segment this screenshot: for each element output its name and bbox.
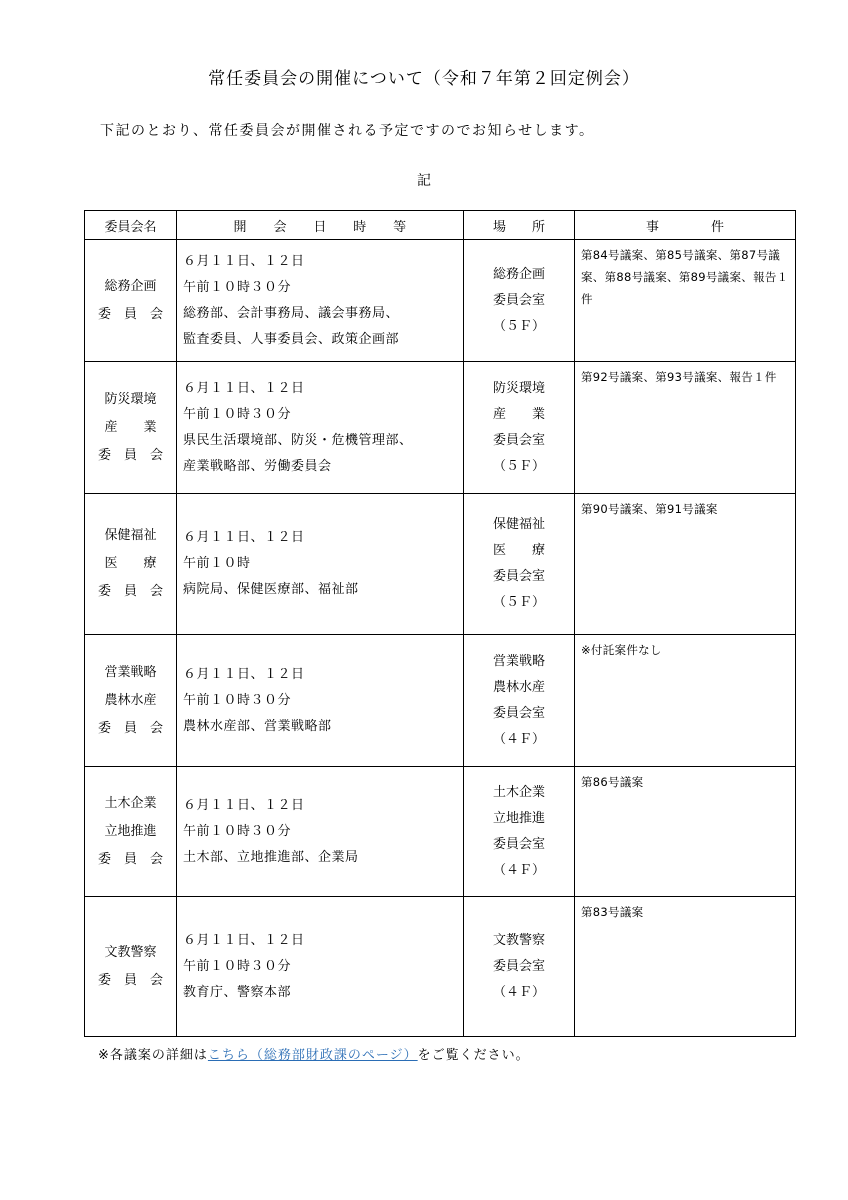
meeting-place-line: 医 療	[492, 543, 545, 558]
meeting-place-line: 農林水産	[492, 679, 545, 695]
meeting-place	[464, 362, 575, 494]
meeting-place	[464, 635, 575, 767]
meeting-details-line: 病院局、保健医療部、福祉部	[183, 582, 359, 597]
footnote-prefix: ※各議案の詳細は	[98, 1048, 208, 1063]
meeting-details	[177, 240, 464, 362]
meeting-details-line: 午前１０時３０分	[183, 692, 292, 708]
meeting-details	[177, 494, 464, 635]
meeting-details-line: 教育庁、警察本部	[183, 984, 292, 1000]
header-items: 事 件	[575, 211, 796, 240]
meeting-place-line: （４Ｆ）	[492, 731, 545, 747]
meeting-place	[464, 767, 575, 897]
meeting-place-line: （５Ｆ）	[492, 458, 545, 474]
meeting-place-line: 委員会室	[492, 569, 545, 584]
meeting-details-line: 午前１０時	[183, 556, 251, 571]
intro-text: 下記のとおり、常任委員会が開催される予定ですのでお知らせします。	[100, 123, 595, 139]
header-committee: 委員会名	[85, 211, 177, 240]
committee-name-line: 産 業	[104, 419, 157, 435]
header-place: 場 所	[464, 211, 575, 240]
meeting-place-line: （４Ｆ）	[492, 862, 545, 878]
footnote-suffix: をご覧ください。	[417, 1048, 530, 1063]
meeting-details-line: 農林水産部、営業戦略部	[183, 718, 332, 734]
meeting-details-line: 監査委員、人事委員会、政策企画部	[183, 331, 400, 347]
committee-name-line: 土木企業	[104, 795, 157, 811]
committee-name	[85, 897, 177, 1037]
agenda-items: 第84号議案、第85号議案、第87号議案、第88号議案、第89号議案、報告１件	[575, 240, 796, 362]
ki-heading: 記	[417, 173, 431, 189]
table-row	[85, 635, 796, 767]
committee-name-line: 委 員 会	[97, 972, 163, 988]
table-row	[85, 362, 796, 494]
agenda-items: ※付託案件なし	[575, 635, 796, 767]
committee-name-line: 委 員 会	[97, 851, 163, 867]
committee-name-line: 医 療	[104, 556, 157, 571]
committee-table	[84, 210, 796, 1037]
meeting-details-line: 県民生活環境部、防災・危機管理部、	[183, 432, 413, 448]
meeting-place-line: 防災環境	[492, 380, 545, 396]
meeting-place-line: 総務企画	[492, 266, 545, 282]
meeting-details-line: 産業戦略部、労働委員会	[183, 458, 332, 474]
meeting-details	[177, 767, 464, 897]
committee-name-line: 委 員 会	[97, 306, 163, 322]
committee-name	[85, 362, 177, 494]
committee-name-line: 委 員 会	[97, 447, 163, 463]
meeting-place-line: 保健福祉	[492, 517, 545, 532]
meeting-details-line: 午前１０時３０分	[183, 279, 292, 295]
meeting-place	[464, 897, 575, 1037]
meeting-place-line: 委員会室	[492, 292, 545, 308]
footnote	[98, 1044, 530, 1063]
committee-name	[85, 494, 177, 635]
meeting-details-line: 午前１０時３０分	[183, 823, 292, 839]
meeting-details-line: 土木部、立地推進部、企業局	[183, 849, 359, 865]
committee-name-line: 文教警察	[104, 944, 157, 960]
committee-name	[85, 767, 177, 897]
meeting-place-line: 委員会室	[492, 432, 545, 448]
meeting-details	[177, 897, 464, 1037]
meeting-place-line: 委員会室	[492, 958, 545, 974]
meeting-details-line: 総務部、会計事務局、議会事務局、	[183, 305, 400, 321]
table-header-row	[85, 211, 796, 240]
meeting-place-line: 営業戦略	[492, 653, 545, 669]
meeting-details-line: ６月１１日、１２日	[183, 530, 305, 545]
table-body	[85, 240, 796, 1037]
meeting-place	[464, 240, 575, 362]
committee-name-line: 委 員 会	[97, 720, 163, 736]
meeting-place-line: （５Ｆ）	[492, 595, 545, 610]
agenda-items: 第83号議案	[575, 897, 796, 1037]
table-row	[85, 897, 796, 1037]
meeting-details-line: ６月１１日、１２日	[183, 797, 305, 813]
committee-name-line: 防災環境	[104, 391, 157, 407]
meeting-place-line: 土木企業	[492, 784, 545, 800]
header-datetime: 開 会 日 時 等	[177, 211, 464, 240]
committee-name-line: 委 員 会	[97, 584, 163, 599]
table-row	[85, 767, 796, 897]
meeting-details-line: ６月１１日、１２日	[183, 932, 305, 948]
committee-name-line: 農林水産	[104, 692, 157, 708]
table-row	[85, 494, 796, 635]
committee-name-line: 営業戦略	[104, 664, 157, 680]
committee-name-line: 保健福祉	[104, 528, 157, 543]
agenda-items: 第90号議案、第91号議案	[575, 494, 796, 635]
meeting-place-line: 委員会室	[492, 836, 545, 852]
meeting-place-line: （４Ｆ）	[492, 984, 545, 1000]
meeting-details-line: ６月１１日、１２日	[183, 253, 305, 269]
meeting-details-line: 午前１０時３０分	[183, 958, 292, 974]
meeting-details-line: ６月１１日、１２日	[183, 380, 305, 396]
agenda-items: 第86号議案	[575, 767, 796, 897]
meeting-details	[177, 362, 464, 494]
committee-name	[85, 240, 177, 362]
committee-name-line: 立地推進	[104, 823, 157, 839]
meeting-place-line: 委員会室	[492, 705, 545, 721]
meeting-details-line: ６月１１日、１２日	[183, 666, 305, 682]
finance-page-link[interactable]: こちら（総務部財政課のページ）	[207, 1048, 418, 1063]
meeting-details-line: 午前１０時３０分	[183, 406, 292, 422]
meeting-place-line: 産 業	[492, 406, 545, 422]
agenda-items: 第92号議案、第93号議案、報告１件	[575, 362, 796, 494]
meeting-place	[464, 494, 575, 635]
page-title: 常任委員会の開催について（令和７年第２回定例会）	[208, 69, 640, 89]
meeting-details	[177, 635, 464, 767]
committee-name-line: 総務企画	[104, 278, 157, 294]
table-row	[85, 240, 796, 362]
meeting-place-line: （５Ｆ）	[492, 318, 545, 334]
meeting-place-line: 文教警察	[492, 932, 545, 948]
meeting-place-line: 立地推進	[492, 810, 545, 826]
committee-name	[85, 635, 177, 767]
